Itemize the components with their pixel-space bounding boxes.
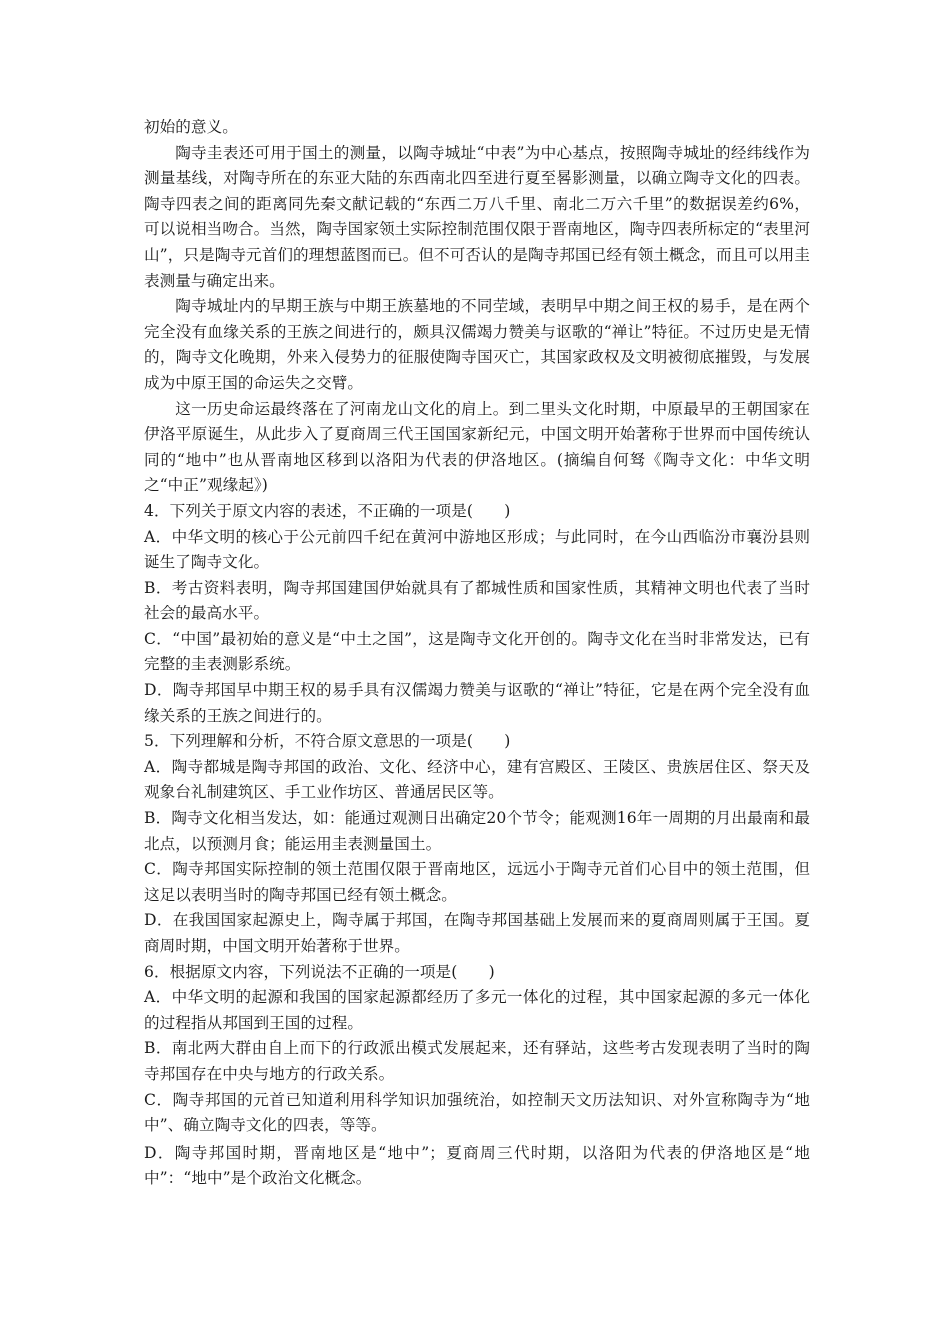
option-d: D．陶寺邦国早中期王权的易手具有汉儒竭力赞美与讴歌的“禅让”特征，它是在两个完全没有血缘关系的王族之间进行的。 — [144, 681, 810, 725]
document-page — [144, 115, 810, 1192]
option-a: A．中华文明的核心于公元前四千纪在黄河中游地区形成；与此同时，在今山西临汾市襄汾县则诞生了陶寺文化。 — [144, 527, 810, 572]
passage-paragraph: 这一历史命运最终落在了河南龙山文化的肩上。到二里头文化时期，中原最早的王朝国家在伊洛平原诞生，从此步入了夏商周三代王国国家新纪元，中国文明开始著称于世界而中国传统认同的“地中”也从晋南地区移到以洛阳为代表的伊洛地区。(摘编自何驽《陶寺文化：中华文明之“中正”观缘起》) — [144, 399, 810, 495]
option-c: C．“中国”最初始的意义是“中土之国”，这是陶寺文化开创的。陶寺文化在当时非常发达，已有完整的圭表测影系统。 — [144, 629, 810, 674]
question-stem: 5．下列理解和分析，不符合原文意思的一项是( ) — [144, 732, 511, 751]
option-c: C．陶寺邦国的元首已知道利用科学知识加强统治，如控制天文历法知识、对外宣称陶寺为“地中”、确立陶寺文化的四表，等等。 — [144, 1090, 810, 1135]
question-5 — [144, 729, 810, 959]
option-d: D．在我国国家起源史上，陶寺属于邦国，在陶寺邦国基础上发展而来的夏商周则属于王国。夏商周时期，中国文明开始著称于世界。 — [144, 911, 810, 955]
option-c: C．陶寺邦国实际控制的领土范围仅限于晋南地区，远远小于陶寺元首们心目中的领土范围，但这足以表明当时的陶寺邦国已经有领土概念。 — [144, 860, 810, 904]
question-4 — [144, 499, 810, 729]
question-stem: 6．根据原文内容，下列说法不正确的一项是( ) — [144, 962, 495, 981]
option-b: B．考古资料表明，陶寺邦国建国伊始就具有了都城性质和国家性质，其精神文明也代表了当时社会的最高水平。 — [144, 578, 810, 623]
question-stem: 4．下列关于原文内容的表述，不正确的一项是( ) — [144, 501, 511, 520]
option-b: B．南北两大群由自上而下的行政派出模式发展起来，还有驿站，这些考古发现表明了当时的陶寺邦国存在中央与地方的行政关系。 — [144, 1039, 810, 1083]
passage — [144, 115, 810, 499]
question-6 — [144, 960, 810, 1192]
option-a: A．中华文明的起源和我国的国家起源都经历了多元一体化的过程，其中国家起源的多元一体化的过程指从邦国到王国的过程。 — [144, 988, 810, 1032]
passage-paragraph: 陶寺城址内的早期王族与中期王族墓地的不同茔域，表明早中期之间王权的易手，是在两个完全没有血缘关系的王族之间进行的，颇具汉儒竭力赞美与讴歌的“禅让”特征。不过历史是无情的，陶寺文化晚期，外来入侵势力的征服使陶寺国灭亡，其国家政权及文明被彻底摧毁，与发展成为中原王国的命运失之交臂。 — [144, 297, 810, 392]
passage-paragraph: 初始的意义。 — [144, 118, 238, 136]
option-b: B．陶寺文化相当发达，如：能通过观测日出确定20个节令；能观测16年一周期的月出最南和最北点，以预测月食；能运用圭表测量国土。 — [144, 809, 810, 853]
passage-paragraph: 陶寺圭表还可用于国土的测量，以陶寺城址“中表”为中心基点，按照陶寺城址的经纬线作为测量基线，对陶寺所在的东亚大陆的东西南北四至进行夏至晷影测量，以确立陶寺文化的四表。陶寺四表之间的距离同先秦文献记载的“东西二万八千里、南北二万六千里”的数据误差约6%，可以说相当吻合。当然，陶寺国家领土实际控制范围仅限于晋南地区，陶寺四表所标定的“表里河山”，只是陶寺元首们的理想蓝图而已。但不可否认的是陶寺邦国已经有领土概念，而且可以用圭表测量与确定出来。 — [144, 143, 810, 290]
option-a: A．陶寺都城是陶寺邦国的政治、文化、经济中心，建有宫殿区、王陵区、贵族居住区、祭天及观象台礼制建筑区、手工业作坊区、普通居民区等。 — [144, 757, 810, 802]
option-d: D．陶寺邦国时期，晋南地区是“地中”；夏商周三代时期，以洛阳为代表的伊洛地区是“地中”：“地中”是个政治文化概念。 — [144, 1143, 810, 1188]
